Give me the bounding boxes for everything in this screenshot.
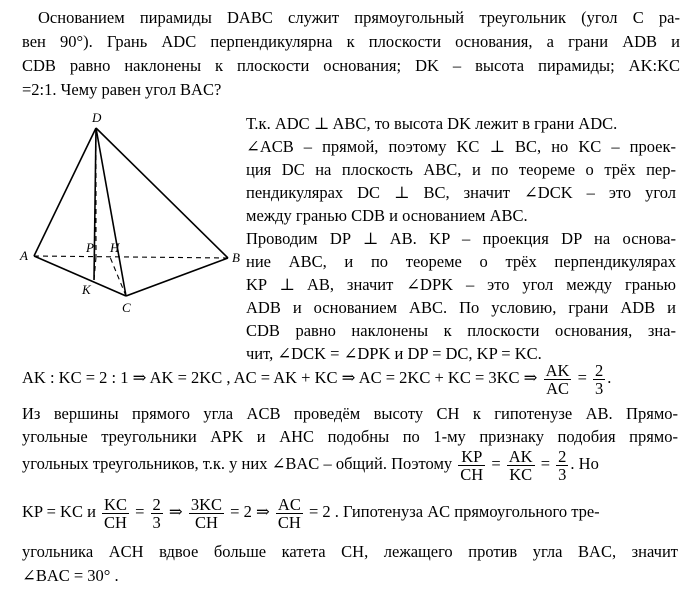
edge-bc	[126, 258, 228, 296]
label-a: A	[20, 248, 28, 263]
edge-ab-dashed	[34, 256, 228, 258]
text-line-w5: угольника ACH вдвое больше катета CH, лежащего против угла BAC, значит	[22, 542, 678, 561]
problem-line-3: CDB равно наклонены к плоскости основания; DK – высота пирамиды; AK:KC	[22, 56, 680, 75]
fraction-ak-kc: $\frac{AK}{KC}$	[508, 446, 533, 484]
solution-line-2: ∠ACB – прямой, поэтому KC ⊥ BC, но KC – проек-	[246, 137, 676, 156]
text-line-w6: ∠BAC = 30° .	[22, 566, 119, 585]
solution-line-11: чит, ∠DCK = ∠DPK и DP = DC, KP = KC.	[246, 344, 542, 363]
label-c: C	[122, 300, 131, 315]
text-line-w2: угольные треугольники APK и AHC подобны по 1-му признаку подобия прямо-	[22, 427, 678, 446]
fraction-2-3-c: $\frac{2}{3}$	[152, 494, 161, 532]
edge-da	[34, 128, 96, 256]
label-k: K	[82, 282, 91, 297]
fraction-kc-ch: $\frac{KC}{CH}$	[104, 494, 127, 532]
solution-line-8: KP ⊥ AB, значит ∠DPK – это угол между гранью	[246, 275, 676, 294]
pyramid-figure	[10, 108, 250, 328]
solution-line-5: между гранью CDB и основанием ABC.	[246, 206, 528, 225]
label-p: P	[86, 240, 94, 255]
text-line-w1: Из вершины прямого угла ACB проведём высоту CH к гипотенузе AB. Прямо-	[22, 404, 678, 423]
fraction-2-3-b: $\frac{2}{3}$	[558, 446, 567, 484]
text-line-w3: угольных треугольников, т.к. у них ∠BAC – общий. Поэтому $\frac{KP}{CH}$ = $\frac{AK}{KC}$ = $\frac{2}{3}$ . Но	[22, 446, 599, 484]
fraction-ac-ch: $\frac{AC}{CH}$	[277, 494, 301, 532]
solution-line-4: пендикулярах DC ⊥ BC, значит ∠DCK – это угол	[246, 183, 676, 202]
fraction-2-3: $\frac{2}{3}$	[595, 360, 604, 398]
formula-ratio-text: AK : KC = 2 : 1 ⇒ AK = 2KC , AC = AK + KC ⇒ AC = 2KC + KC = 3KC ⇒	[22, 368, 538, 387]
problem-line-4: =2:1. Чему равен угол BAC?	[22, 80, 222, 99]
solution-line-10: CDB равно наклонены к плоскости основания, зна-	[246, 321, 676, 340]
label-h: H	[110, 240, 120, 255]
solution-line-7: ние ABC, и по теореме о трёх перпендикулярах	[246, 252, 676, 271]
solution-line-9: ADB и основанием ABC. По условию, грани ADB и	[246, 298, 676, 317]
fraction-ak-ac: $\frac{AK}{AC}$	[545, 360, 570, 398]
problem-line-1: Основанием пирамиды DABC служит прямоугольный треугольник (угол C ра-	[38, 8, 680, 27]
label-b: B	[232, 250, 240, 265]
fraction-kp-ch: $\frac{KP}{CH}$	[460, 446, 484, 484]
fraction-3kc-ch: $\frac{3KC}{CH}$	[190, 494, 223, 532]
solution-line-3: ция DC на плоскость ABC, и по теореме о трёх пер-	[246, 160, 676, 179]
label-d: D	[92, 110, 102, 125]
text-line-w4: KP = KC и $\frac{KC}{CH}$ = $\frac{2}{3}$ ⇒ $\frac{3KC}{CH}$ = 2 ⇒ $\frac{AC}{CH}$ = 2 . Гипотенуза AC прямоугольного тре-	[22, 494, 600, 532]
problem-line-2: вен 90°). Грань ADC перпендикулярна к плоскости основания, а грани ADB и	[22, 32, 680, 51]
solution-line-1: Т.к. ADC ⊥ ABC, то высота DK лежит в грани ADC.	[246, 114, 618, 133]
solution-line-6: Проводим DP ⊥ AB. KP – проекция DP на основа-	[246, 229, 676, 248]
formula-line-1: AK : KC = 2 : 1 ⇒ AK = 2KC , AC = AK + KC ⇒ AC = 2KC + KC = 3KC ⇒ $\frac{AK}{AC}$ = $\frac{2}{3}$ .	[22, 360, 612, 398]
